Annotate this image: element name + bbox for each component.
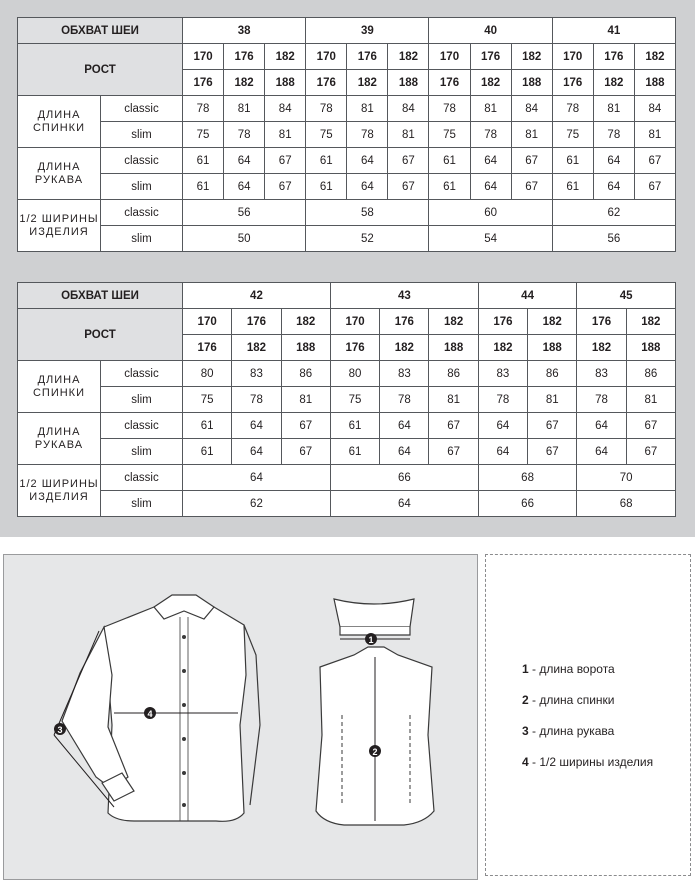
value-cell: 64	[224, 174, 265, 200]
fit-classic: classic	[101, 361, 183, 387]
value-cell: 61	[306, 174, 347, 200]
half-width-classic-row	[18, 465, 676, 491]
neck-size: 43	[330, 283, 478, 309]
height-label: РОСТ	[18, 44, 183, 96]
height-cell: 170	[183, 44, 224, 70]
value-cell: 80	[183, 361, 232, 387]
value-cell: 67	[265, 148, 306, 174]
value-cell: 78	[470, 122, 511, 148]
height-cell: 176	[224, 44, 265, 70]
value-cell: 67	[528, 439, 577, 465]
height-cell: 176	[552, 70, 593, 96]
value-cell: 78	[306, 96, 347, 122]
neck-size: 39	[306, 18, 429, 44]
half-width-value: 54	[429, 226, 552, 252]
marker-2	[369, 745, 381, 757]
value-cell: 81	[224, 96, 265, 122]
height-cell: 176	[183, 335, 232, 361]
value-cell: 80	[330, 361, 379, 387]
height-cell: 188	[429, 335, 478, 361]
value-cell: 81	[388, 122, 429, 148]
fit-classic: classic	[101, 465, 183, 491]
height-cell: 176	[577, 309, 626, 335]
value-cell: 67	[429, 439, 478, 465]
value-cell: 75	[183, 122, 224, 148]
height-cell: 170	[552, 44, 593, 70]
back-length-classic-row	[18, 96, 676, 122]
half-width-value: 66	[478, 491, 577, 517]
height-cell: 182	[429, 309, 478, 335]
value-cell: 61	[306, 148, 347, 174]
value-cell: 64	[577, 413, 626, 439]
height-cell: 188	[265, 70, 306, 96]
value-cell: 78	[478, 387, 527, 413]
value-cell: 83	[478, 361, 527, 387]
value-cell: 64	[232, 413, 281, 439]
half-width-value: 52	[306, 226, 429, 252]
neck-size: 38	[183, 18, 306, 44]
fit-classic: classic	[101, 148, 183, 174]
height-cell: 176	[232, 309, 281, 335]
collar-band-icon	[334, 599, 414, 627]
neck-size: 40	[429, 18, 552, 44]
half-width-value: 58	[306, 200, 429, 226]
value-cell: 75	[552, 122, 593, 148]
value-cell: 81	[265, 122, 306, 148]
sleeve-length-slim-row	[18, 174, 676, 200]
value-cell: 61	[183, 439, 232, 465]
svg-text:1: 1	[368, 635, 374, 645]
height-cell: 188	[528, 335, 577, 361]
neck-size: 44	[478, 283, 577, 309]
half-width-classic-row	[18, 200, 676, 226]
value-cell: 81	[634, 122, 675, 148]
neck-size: 41	[552, 18, 675, 44]
value-cell: 64	[593, 148, 634, 174]
marker-4	[144, 707, 156, 719]
value-cell: 67	[634, 174, 675, 200]
value-cell: 78	[347, 122, 388, 148]
value-cell: 81	[528, 387, 577, 413]
value-cell: 64	[224, 148, 265, 174]
value-cell: 64	[593, 174, 634, 200]
fit-classic: classic	[101, 200, 183, 226]
value-cell: 83	[232, 361, 281, 387]
half-width-value: 62	[552, 200, 675, 226]
value-cell: 78	[183, 96, 224, 122]
height-cell: 176	[380, 309, 429, 335]
fit-slim: slim	[101, 122, 183, 148]
value-cell: 67	[388, 148, 429, 174]
value-cell: 86	[528, 361, 577, 387]
height-cell: 182	[511, 44, 552, 70]
value-cell: 84	[634, 96, 675, 122]
svg-text:4: 4	[147, 709, 153, 719]
value-cell: 67	[511, 174, 552, 200]
value-cell: 81	[511, 122, 552, 148]
neck-size: 45	[577, 283, 676, 309]
value-cell: 61	[330, 439, 379, 465]
marker-1	[365, 633, 377, 645]
height-cell: 182	[388, 44, 429, 70]
size-table-neck-38-41	[17, 17, 676, 252]
neck-label: ОБХВАТ ШЕИ	[18, 283, 183, 309]
half-width-value: 60	[429, 200, 552, 226]
value-cell: 61	[183, 413, 232, 439]
value-cell: 67	[528, 413, 577, 439]
half-width-slim-row	[18, 226, 676, 252]
shirt-measurement-diagram	[3, 554, 478, 880]
value-cell: 81	[593, 96, 634, 122]
value-cell: 78	[224, 122, 265, 148]
height-cell: 182	[232, 335, 281, 361]
legend-item: 1 - длина ворота	[522, 662, 615, 676]
value-cell: 61	[183, 174, 224, 200]
height-cell: 182	[593, 70, 634, 96]
value-cell: 67	[626, 439, 675, 465]
value-cell: 86	[281, 361, 330, 387]
half-width-value: 56	[183, 200, 306, 226]
value-cell: 78	[232, 387, 281, 413]
value-cell: 78	[380, 387, 429, 413]
height-cell: 182	[347, 70, 388, 96]
value-cell: 64	[577, 439, 626, 465]
value-cell: 84	[388, 96, 429, 122]
value-cell: 67	[281, 439, 330, 465]
svg-text:3: 3	[57, 725, 63, 735]
value-cell: 64	[347, 174, 388, 200]
value-cell: 83	[577, 361, 626, 387]
height-cell: 188	[281, 335, 330, 361]
height-cell: 176	[183, 70, 224, 96]
value-cell: 67	[429, 413, 478, 439]
fit-classic: classic	[101, 413, 183, 439]
marker-3	[54, 723, 66, 735]
back-length-label: ДЛИНА СПИНКИ	[18, 96, 101, 148]
value-cell: 61	[552, 174, 593, 200]
value-cell: 67	[265, 174, 306, 200]
half-width-value: 68	[478, 465, 577, 491]
height-cell: 176	[429, 70, 470, 96]
height-cell: 176	[470, 44, 511, 70]
height-cell: 176	[478, 309, 527, 335]
fit-slim: slim	[101, 226, 183, 252]
height-cell: 182	[577, 335, 626, 361]
measurement-legend	[485, 554, 691, 876]
fit-slim: slim	[101, 491, 183, 517]
value-cell: 61	[429, 148, 470, 174]
value-cell: 75	[183, 387, 232, 413]
height-label: РОСТ	[18, 309, 183, 361]
height-cell: 176	[593, 44, 634, 70]
value-cell: 83	[380, 361, 429, 387]
value-cell: 75	[429, 122, 470, 148]
back-length-classic-row	[18, 361, 676, 387]
legend-item: 2 - длина спинки	[522, 693, 615, 707]
height-cell: 182	[470, 70, 511, 96]
value-cell: 78	[593, 122, 634, 148]
value-cell: 64	[232, 439, 281, 465]
value-cell: 67	[634, 148, 675, 174]
value-cell: 64	[347, 148, 388, 174]
neck-label: ОБХВАТ ШЕИ	[18, 18, 183, 44]
height-cell: 170	[429, 44, 470, 70]
value-cell: 61	[330, 413, 379, 439]
height-cell: 182	[626, 309, 675, 335]
value-cell: 61	[552, 148, 593, 174]
value-cell: 64	[380, 413, 429, 439]
half-width-value: 64	[330, 491, 478, 517]
value-cell: 81	[429, 387, 478, 413]
value-cell: 84	[511, 96, 552, 122]
height-from-row	[18, 44, 676, 70]
value-cell: 78	[577, 387, 626, 413]
height-cell: 188	[388, 70, 429, 96]
height-cell: 182	[634, 44, 675, 70]
fit-slim: slim	[101, 387, 183, 413]
value-cell: 84	[265, 96, 306, 122]
fit-slim: slim	[101, 439, 183, 465]
half-width-value: 64	[183, 465, 331, 491]
value-cell: 61	[183, 148, 224, 174]
height-cell: 182	[224, 70, 265, 96]
half-width-value: 68	[577, 491, 676, 517]
value-cell: 64	[470, 174, 511, 200]
value-cell: 64	[470, 148, 511, 174]
half-width-value: 56	[552, 226, 675, 252]
height-cell: 182	[528, 309, 577, 335]
height-cell: 176	[306, 70, 347, 96]
half-width-label: 1/2 ШИРИНЫ ИЗДЕЛИЯ	[18, 200, 101, 252]
value-cell: 61	[429, 174, 470, 200]
height-cell: 182	[478, 335, 527, 361]
back-length-slim-row	[18, 387, 676, 413]
half-width-label: 1/2 ШИРИНЫ ИЗДЕЛИЯ	[18, 465, 101, 517]
height-cell: 182	[281, 309, 330, 335]
height-cell: 188	[634, 70, 675, 96]
height-cell: 176	[330, 335, 379, 361]
value-cell: 81	[470, 96, 511, 122]
half-width-value: 66	[330, 465, 478, 491]
height-cell: 170	[183, 309, 232, 335]
sleeve-length-label: ДЛИНА РУКАВА	[18, 413, 101, 465]
legend-item: 3 - длина рукава	[522, 724, 615, 738]
height-cell: 182	[380, 335, 429, 361]
value-cell: 78	[429, 96, 470, 122]
value-cell: 75	[330, 387, 379, 413]
sleeve-length-slim-row	[18, 439, 676, 465]
value-cell: 64	[478, 439, 527, 465]
shirt-illustration	[4, 555, 477, 879]
half-width-slim-row	[18, 491, 676, 517]
half-width-value: 62	[183, 491, 331, 517]
value-cell: 81	[626, 387, 675, 413]
height-cell: 188	[626, 335, 675, 361]
sleeve-length-classic-row	[18, 148, 676, 174]
height-from-row	[18, 309, 676, 335]
value-cell: 64	[380, 439, 429, 465]
value-cell: 67	[511, 148, 552, 174]
value-cell: 67	[388, 174, 429, 200]
sleeve-length-label: ДЛИНА РУКАВА	[18, 148, 101, 200]
value-cell: 75	[306, 122, 347, 148]
fit-slim: slim	[101, 174, 183, 200]
height-cell: 188	[511, 70, 552, 96]
value-cell: 67	[281, 413, 330, 439]
half-width-value: 50	[183, 226, 306, 252]
back-length-slim-row	[18, 122, 676, 148]
value-cell: 86	[626, 361, 675, 387]
svg-text:2: 2	[372, 747, 378, 757]
height-cell: 182	[265, 44, 306, 70]
sleeve-length-classic-row	[18, 413, 676, 439]
value-cell: 67	[626, 413, 675, 439]
half-width-value: 70	[577, 465, 676, 491]
value-cell: 81	[347, 96, 388, 122]
fit-classic: classic	[101, 96, 183, 122]
height-cell: 170	[330, 309, 379, 335]
legend-item: 4 - 1/2 ширины изделия	[522, 755, 654, 769]
height-cell: 170	[306, 44, 347, 70]
neck-size: 42	[183, 283, 331, 309]
size-table-neck-42-45	[17, 282, 676, 517]
value-cell: 86	[429, 361, 478, 387]
value-cell: 64	[478, 413, 527, 439]
height-cell: 176	[347, 44, 388, 70]
back-length-label: ДЛИНА СПИНКИ	[18, 361, 101, 413]
value-cell: 78	[552, 96, 593, 122]
value-cell: 81	[281, 387, 330, 413]
